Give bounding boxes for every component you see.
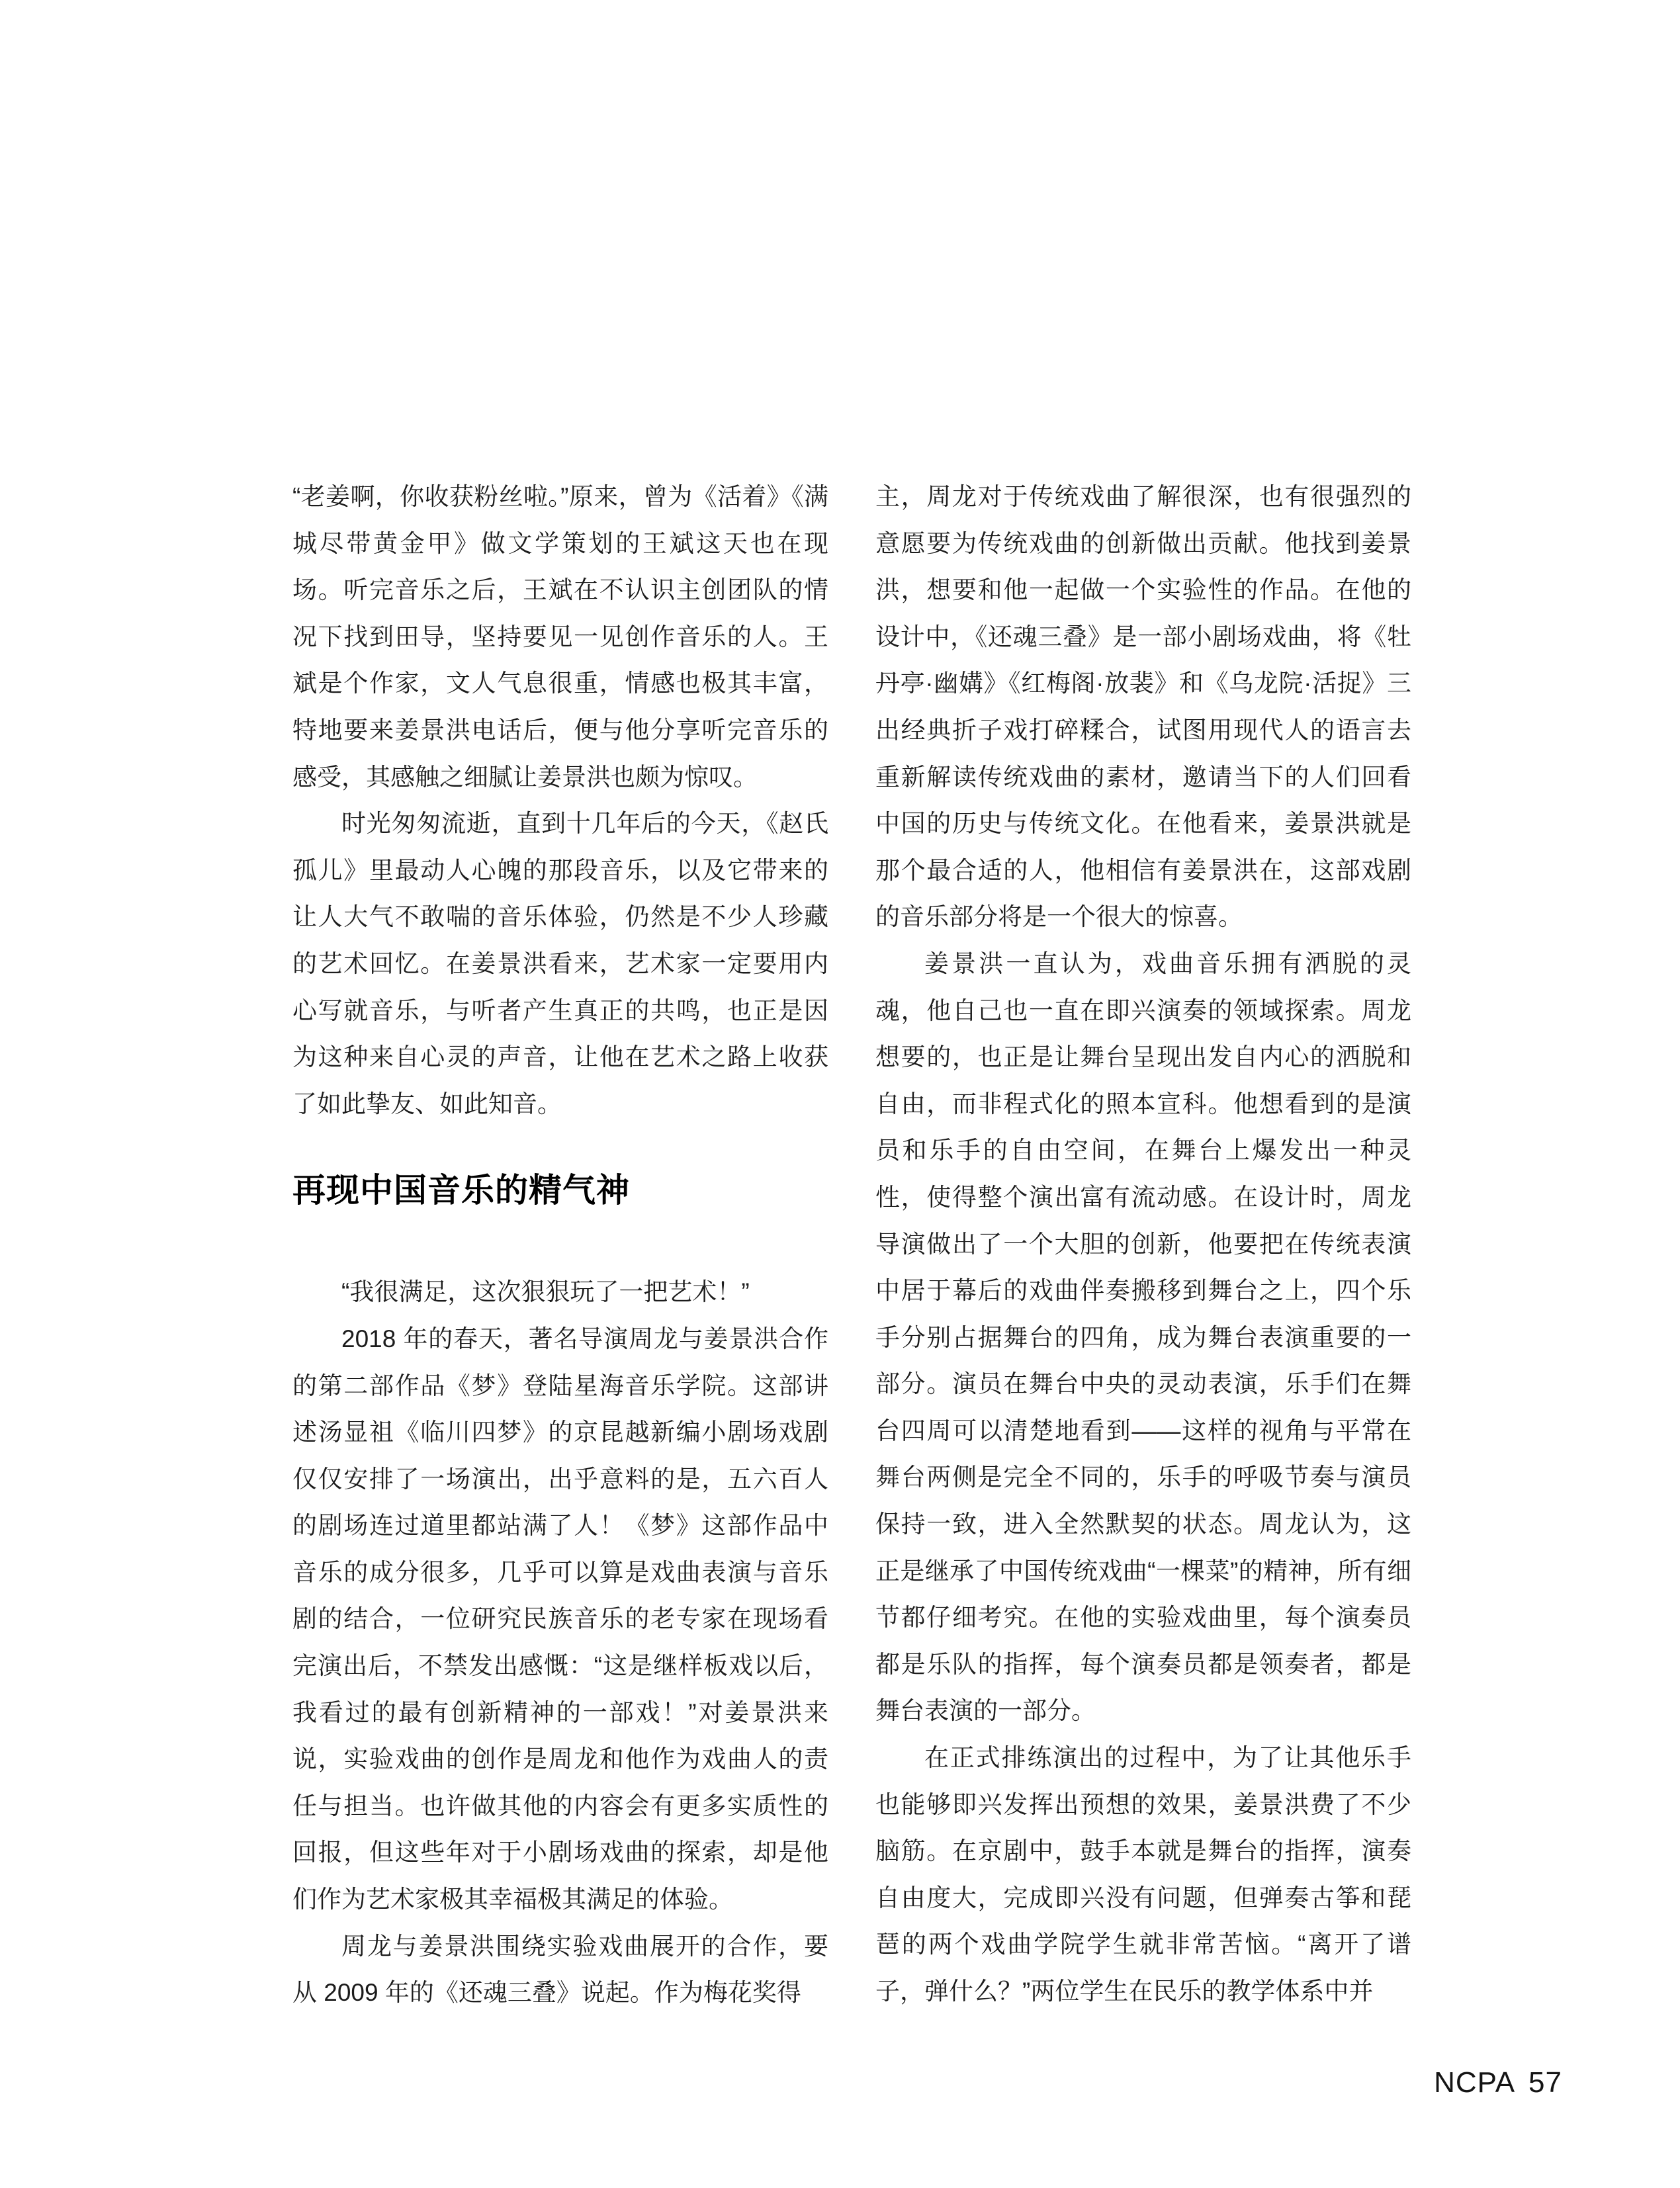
body-paragraph: 时光匆匆流逝，直到十几年后的今天，《赵氏孤儿》里最动人心魄的那段音乐，以及它带来的让人大气不敢喘的音乐体验，仍然是不少人珍藏的艺术回忆。在姜景洪看来，艺术家一定要用内心写就音乐，与听者产生真正的共鸣，也正是因为这种来自心灵的声音，让他在艺术之路上收获了如此挚友、如此知音。	[292, 810, 828, 1117]
footer-page-number: 57	[1528, 2066, 1562, 2099]
body-paragraph: 周龙与姜景洪围绕实验戏曲展开的合作，要从 2009 年的《还魂三叠》说起。作为梅花奖得	[292, 1932, 828, 2007]
body-paragraph: 2018 年的春天，著名导演周龙与姜景洪合作的第二部作品《梦》登陆星海音乐学院。这部讲述汤显祖《临川四梦》的京昆越新编小剧场戏剧仅仅安排了一场演出，出乎意料的是，五六百人的剧场连过道里都站满了人！《梦》这部作品中音乐的成分很多，几乎可以算是戏曲表演与音乐剧的结合，一位研究民族音乐的老专家在现场看完演出后，不禁发出感慨：“这是继样板戏以后，我看过的最有创新精神的一部戏！”对姜景洪来说，实验戏曲的创作是周龙和他作为戏曲人的责任与担当。也许做其他的内容会有更多实质性的回报，但这些年对于小剧场戏曲的探索，却是他们作为艺术家极其幸福极其满足的体验。	[292, 1325, 828, 1913]
section-heading: 再现中国音乐的精气神	[292, 1172, 630, 1209]
body-paragraph: 姜景洪一直认为，戏曲音乐拥有洒脱的灵魂，他自己也一直在即兴演奏的领域探索。周龙想要的，也正是让舞台呈现出发自内心的洒脱和自由，而非程式化的照本宣科。他想看到的是演员和乐手的自由空间，在舞台上爆发出一种灵性，使得整个演出富有流动感。在设计时，周龙导演做出了一个大胆的创新，他要把在传统表演中居于幕后的戏曲伴奏搬移到舞台之上，四个乐手分别占据舞台的四角，成为舞台表演重要的一部分。演员在舞台中央的灵动表演，乐手们在舞台四周可以清楚地看到——这样的视角与平常在舞台两侧是完全不同的，乐手的呼吸节奏与演员保持一致，进入全然默契的状态。周龙认为，这正是继承了中国传统戏曲“一棵菜”的精神，所有细节都仔细考究。在他的实验戏曲里，每个演奏员都是乐队的指挥，每个演奏员都是领奏者，都是舞台表演的一部分。	[875, 949, 1411, 1725]
body-paragraph: 主，周龙对于传统戏曲了解很深，也有很强烈的意愿要为传统戏曲的创新做出贡献。他找到姜景洪，想要和他一起做一个实验性的作品。在他的设计中，《还魂三叠》是一部小剧场戏曲，将《牡丹亭·幽媾》《红梅阁·放裴》和《乌龙院·活捉》三出经典折子戏打碎糅合，试图用现代人的语言去重新解读传统戏曲的素材，邀请当下的人们回看中国的历史与传统文化。在他看来，姜景洪就是那个最合适的人，他相信有姜景洪在，这部戏剧的音乐部分将是一个很大的惊喜。	[875, 483, 1411, 931]
body-paragraph: “老姜啊，你收获粉丝啦。”原来，曾为《活着》《满城尽带黄金甲》做文学策划的王斌这天也在现场。听完音乐之后，王斌在不认识主创团队的情况下找到田导，坚持要见一见创作音乐的人。王斌是个作家，文人气息很重，情感也极其丰富，特地要来姜景洪电话后，便与他分享听完音乐的感受，其感触之细腻让姜景洪也颇为惊叹。	[292, 483, 828, 791]
page-footer	[1434, 2067, 1562, 2099]
left-column	[292, 474, 828, 2017]
right-column	[875, 474, 1411, 2015]
body-paragraph: “我很满足，这次狠狠玩了一把艺术！”	[341, 1278, 750, 1306]
footer-brand: NCPA	[1434, 2066, 1516, 2099]
body-paragraph: 在正式排练演出的过程中，为了让其他乐手也能够即兴发挥出预想的效果，姜景洪费了不少脑筋。在京剧中，鼓手本就是舞台的指挥，演奏自由度大，完成即兴没有问题，但弹奏古筝和琵琶的两个戏曲学院学生就非常苦恼。“离开了谱子，弹什么？”两位学生在民乐的教学体系中并	[875, 1744, 1411, 2005]
